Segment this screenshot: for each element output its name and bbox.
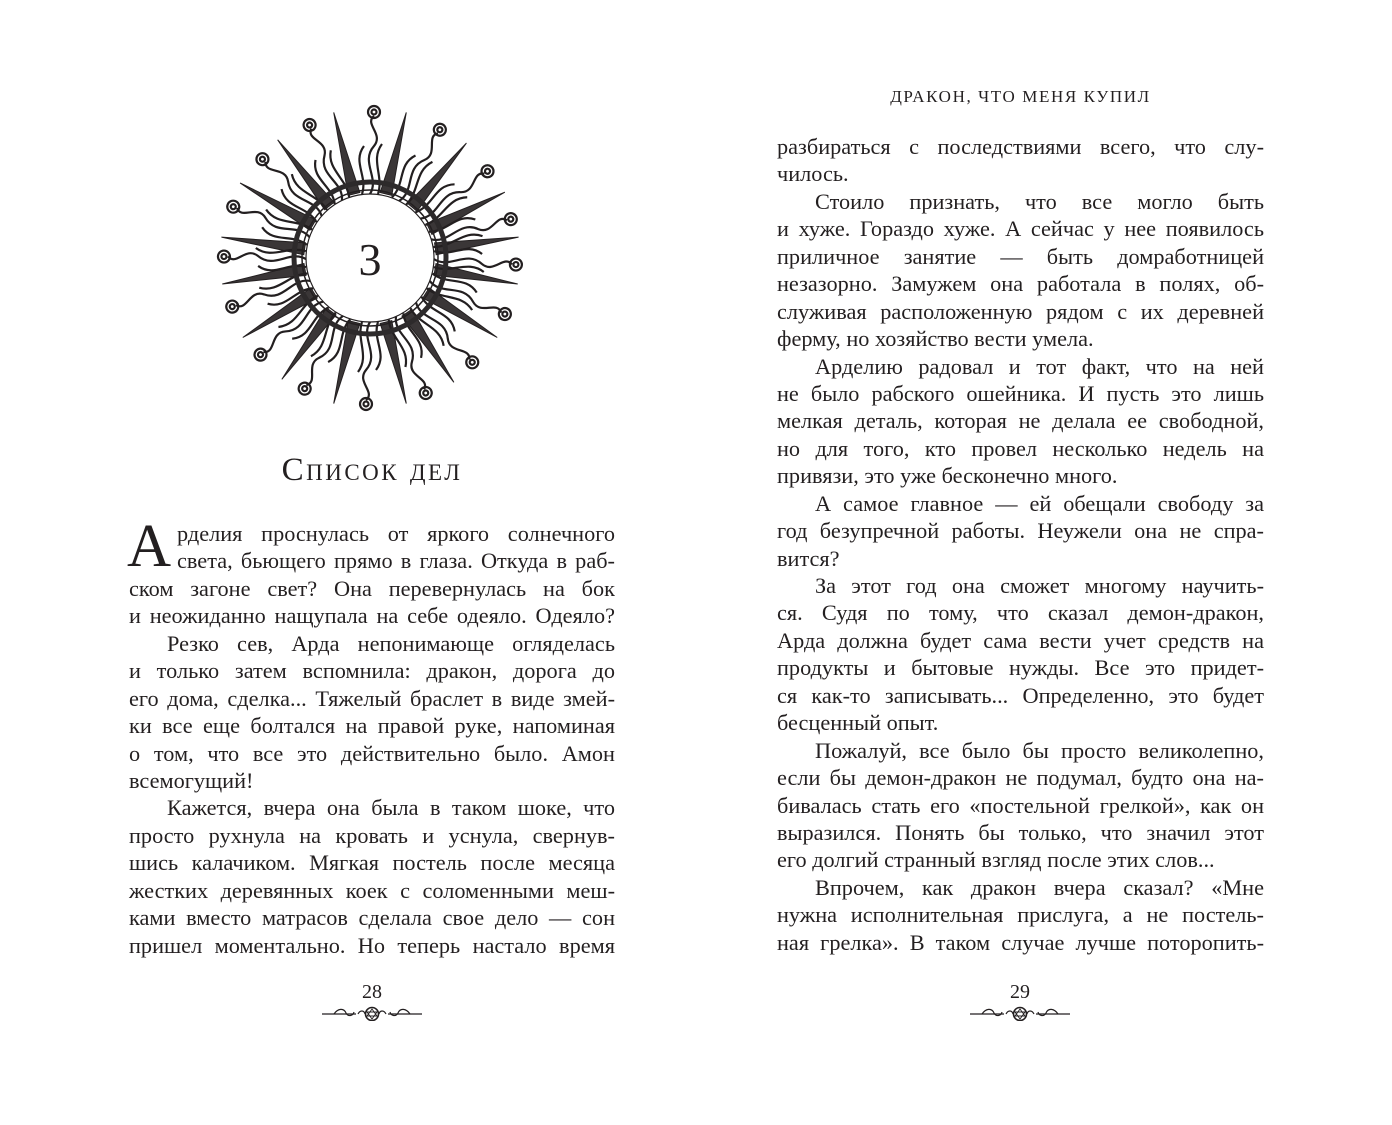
text-line: бесценный опыт. xyxy=(777,710,939,736)
text-line: и только затем вспомнила: дракон, дорога до xyxy=(129,658,615,684)
text-line: Впрочем, как дракон вчера сказал? «Мне xyxy=(815,874,1264,900)
page-number: 28 xyxy=(362,981,382,1003)
text-line: ся. Судя по тому, что сказал демон-дракон, xyxy=(777,600,1264,626)
text-line: ками вместо матрасов сделала свое дело — сон xyxy=(129,905,615,931)
text-line: привязи, это уже бесконечно много. xyxy=(777,463,1118,489)
text-line: его дома, сделка... Тяжелый браслет в виде змей- xyxy=(129,685,615,711)
text-line: служивая расположенную рядом с их деревней xyxy=(777,298,1264,324)
text-line: За этот год она сможет многому научить- xyxy=(815,573,1264,598)
text-line: Кажется, вчера она была в таком шоке, что xyxy=(167,795,615,821)
text-line: ферму, но хозяйство вести умела. xyxy=(777,326,1094,352)
text-line: разбираться с последствиями всего, что слу- xyxy=(777,134,1264,159)
text-line: Арда должна будет сама вести учет средств на xyxy=(777,627,1264,653)
text-line: продукты и бытовые нужды. Все это придет- xyxy=(777,655,1264,681)
text-line: приличное занятие — быть домработницей xyxy=(777,243,1264,269)
text-line: о том, что все это действительно было. Амон xyxy=(129,740,615,766)
text-line: и неожиданно нащупала на себе одеяло. Одеяло? xyxy=(129,603,615,629)
text-line: Арделию радовал и тот факт, что на ней xyxy=(815,353,1264,379)
text-line: ся как-то записывать... Определенно, это будет xyxy=(777,682,1264,708)
right-page xyxy=(696,0,1392,1125)
text-line: Пожалуй, все было бы просто великолепно, xyxy=(815,737,1264,763)
text-line: бивалась стать его «постельной грелкой», как он xyxy=(777,792,1264,818)
text-line: Резко сев, Арда непонимающе огляделась xyxy=(167,630,615,656)
text-line: чилось. xyxy=(777,161,849,187)
text-line: света, бьющего прямо в глаза. Откуда в раб- xyxy=(177,548,615,574)
flourish-ornament-icon xyxy=(320,1005,424,1021)
text-line: не было рабского ошейника. И пусть это лишь xyxy=(777,380,1264,406)
text-line: А рделия проснулась от яркого солнечного xyxy=(127,513,615,580)
text-line: мелкая деталь, которая не делала ее свободной, xyxy=(777,408,1264,434)
text-line: А самое главное — ей обещали свободу за xyxy=(815,490,1264,516)
text-line: незазорно. Замужем она работала в полях, об- xyxy=(777,271,1264,297)
text-line: ском загоне свет? Она перевернулась на бок xyxy=(129,575,615,601)
body-text-left xyxy=(127,513,615,959)
text-line: просто рухнула на кровать и уснула, свернув- xyxy=(129,822,615,848)
text-line: ки все еще болтался на правой руке, напоминая xyxy=(129,713,615,739)
text-line: и хуже. Гораздо хуже. А сейчас у нее появилось xyxy=(777,216,1264,242)
text-line: выразился. Понять бы только, что значил этот xyxy=(777,819,1264,845)
page-number: 29 xyxy=(1010,981,1030,1003)
body-text-right xyxy=(777,133,1264,956)
text-line: его долгий странный взгляд после этих слов... xyxy=(777,847,1215,873)
text-line: нужна исполнительная прислуга, а не постель- xyxy=(777,902,1264,928)
text-line: всемогущий! xyxy=(129,767,254,793)
drop-cap: А xyxy=(127,513,172,580)
text-line: вится? xyxy=(777,545,840,571)
chapter-title: Список дел xyxy=(281,452,463,488)
running-head: ДРАКОН, ЧТО МЕНЯ КУПИЛ xyxy=(890,87,1151,106)
text-line: ная грелка». В таком случае лучше поторопить- xyxy=(777,929,1264,955)
text-line: шись калачиком. Мягкая постель после месяца xyxy=(129,850,615,876)
flourish-ornament-icon xyxy=(968,1005,1072,1021)
text-line: но для того, кто провел несколько недель на xyxy=(777,435,1264,461)
text-line: пришел моментально. Но теперь настало время xyxy=(129,932,615,958)
text-line: жестких деревянных коек с соломенными меш- xyxy=(129,877,615,903)
chapter-number: 3 xyxy=(358,233,382,285)
text-line: Стоило признать, что все могло быть xyxy=(815,188,1264,214)
text-line: год безупречной работы. Неужели она не спра- xyxy=(777,518,1264,544)
text-line: если бы демон-дракон не подумал, будто она на- xyxy=(777,765,1264,791)
